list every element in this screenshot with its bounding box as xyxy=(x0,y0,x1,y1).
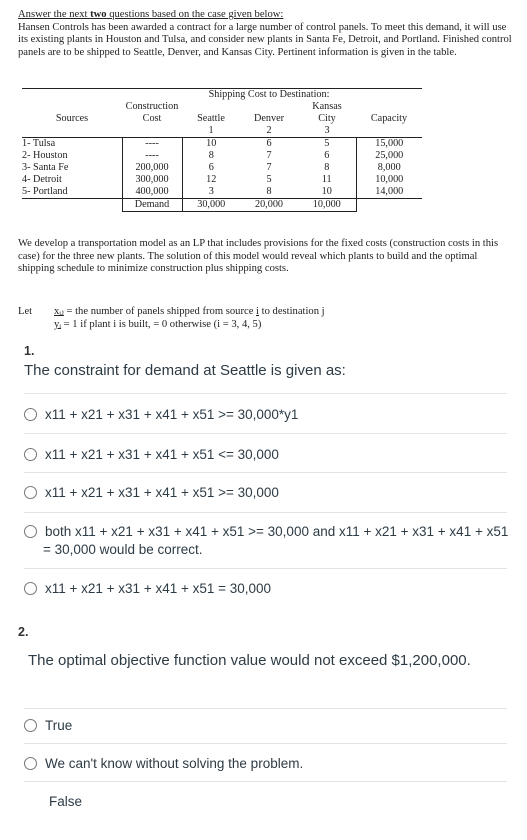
denver-cell: 8 xyxy=(240,186,298,199)
radio-button[interactable] xyxy=(24,525,37,538)
seattle-header: Seattle xyxy=(197,113,225,124)
question-2-number: 2. xyxy=(18,625,29,639)
shipping-cost-header: Shipping Cost to Destination: xyxy=(182,89,356,102)
divider xyxy=(24,393,507,394)
capacity-cell: 10,000 xyxy=(356,174,422,186)
table-row xyxy=(22,150,422,162)
capacity-header: Capacity xyxy=(370,113,408,124)
let-label: Let xyxy=(18,306,33,317)
kansas-cell: 6 xyxy=(324,150,330,161)
capacity-cell: 25,000 xyxy=(356,150,422,162)
kansas-cell: 11 xyxy=(321,174,332,185)
capacity-cell: 8,000 xyxy=(356,162,422,174)
divider xyxy=(24,743,507,744)
kansas-header-1: Kansas xyxy=(312,101,342,112)
radio-button[interactable] xyxy=(24,408,37,421)
seattle-cell: 12 xyxy=(206,174,217,185)
q1-option-1[interactable] xyxy=(24,406,298,424)
seattle-cell: 10 xyxy=(206,138,217,149)
demand-denver: 20,000 xyxy=(240,199,298,212)
case-description: Hansen Controls has been awarded a contract for a large number of control panels. To meet this demand, it will use its existing plants in Houston and Tulsa, and consider new plants in Santa Fe, Detroit, and Portland. Finished control panels are to be shipped to Seattle, Denver, and Kansas City. Pertinent information is given in the table. xyxy=(18,21,512,58)
denver-cell: 5 xyxy=(266,174,272,185)
source-cell: 2- Houston xyxy=(22,150,122,162)
denver-cell: 7 xyxy=(266,162,272,173)
demand-label: Demand xyxy=(122,199,182,212)
sources-header: Sources xyxy=(55,113,89,124)
y-definition-text: = 1 if plant i is built, = 0 otherwise (i = 3, 4, 5) xyxy=(61,318,262,330)
cost-cell: ---- xyxy=(122,150,182,162)
q1-option-5[interactable] xyxy=(24,580,271,598)
divider xyxy=(24,512,507,513)
construction-header-2: Cost xyxy=(142,113,162,124)
x-variable: xᵢⱼ xyxy=(54,306,64,317)
divider xyxy=(24,781,507,782)
q1-option-5-label: x11 + x21 + x31 + x41 + x51 = 30,000 xyxy=(45,581,272,596)
instruction-prefix: Answer the next xyxy=(18,9,91,20)
cost-cell: ---- xyxy=(122,138,182,151)
denver-header: Denver xyxy=(254,113,284,124)
cost-cell: 300,000 xyxy=(122,174,182,186)
x-definition-index: i xyxy=(256,306,259,317)
denver-cell: 6 xyxy=(266,138,272,149)
source-cell: 4- Detroit xyxy=(22,174,122,186)
table-row xyxy=(22,174,422,186)
question-1-number: 1. xyxy=(24,344,35,358)
instruction-bold: two xyxy=(90,9,107,20)
table-row xyxy=(22,162,422,174)
q1-option-4-label: both x11 + x21 + x31 + x41 + x51 >= 30,000 and x11 + x21 + x31 + x41 + x51 = 30,000 would be correct. xyxy=(43,524,509,557)
q1-option-4[interactable] xyxy=(24,523,513,559)
q1-option-2-label: x11 + x21 + x31 + x41 + x51 <= 30,000 xyxy=(45,447,279,462)
case-instruction xyxy=(18,9,513,22)
divider xyxy=(24,472,507,473)
case-intro xyxy=(18,9,513,59)
cost-cell: 400,000 xyxy=(122,186,182,199)
model-description: We develop a transportation model as an LP that includes provisions for the fixed costs (construction costs in this case) for the three new plants. The solution of this model would reveal which plants to build and the optimal shipping schedule to minimize construction plus shipping costs. xyxy=(18,238,499,275)
x-definition-text: = the number of panels shipped from source xyxy=(63,306,257,317)
radio-button[interactable] xyxy=(24,486,37,499)
q2-option-false-label: False xyxy=(49,794,83,809)
x-definition-tail: to destination j xyxy=(259,306,325,317)
divider xyxy=(24,708,507,709)
capacity-cell: 14,000 xyxy=(356,186,422,199)
denver-cell: 7 xyxy=(266,150,272,161)
q1-option-3-label: x11 + x21 + x31 + x41 + x51 >= 30,000 xyxy=(45,485,279,500)
question-2-text: The optimal objective function value would not exceed $1,200,000. xyxy=(28,652,471,669)
cost-table xyxy=(22,88,422,212)
capacity-cell: 15,000 xyxy=(356,138,422,151)
q2-option-true-label: True xyxy=(45,718,73,733)
construction-header-1: Construction xyxy=(125,101,179,112)
instruction-suffix: questions based on the case given below: xyxy=(106,9,284,20)
q1-option-2[interactable] xyxy=(24,446,279,464)
seattle-cell: 6 xyxy=(208,162,214,173)
divider xyxy=(24,568,507,569)
kansas-cell: 10 xyxy=(298,186,356,199)
dest-number: 2 xyxy=(240,125,298,138)
q1-option-1-label: x11 + x21 + x31 + x41 + x51 >= 30,000*y1 xyxy=(45,407,299,422)
y-variable: yᵢ xyxy=(54,318,62,330)
seattle-cell: 8 xyxy=(208,150,214,161)
table-row xyxy=(22,186,422,199)
radio-button[interactable] xyxy=(24,719,37,732)
kansas-header-2: City xyxy=(318,113,336,124)
divider xyxy=(24,433,507,434)
variable-definitions xyxy=(18,306,325,330)
q1-option-3[interactable] xyxy=(24,484,279,502)
source-cell: 1- Tulsa xyxy=(22,138,122,151)
y-definition xyxy=(54,319,325,332)
radio-button[interactable] xyxy=(24,582,37,595)
seattle-cell: 3 xyxy=(182,186,240,199)
radio-button[interactable] xyxy=(24,448,37,461)
q2-option-false[interactable] xyxy=(49,793,82,811)
source-cell: 3- Santa Fe xyxy=(22,162,122,174)
source-cell: 5- Portland xyxy=(22,186,122,199)
cost-cell: 200,000 xyxy=(122,162,182,174)
dest-number: 3 xyxy=(298,125,356,138)
x-definition xyxy=(54,306,325,319)
demand-kansas: 10,000 xyxy=(298,199,356,212)
kansas-cell: 5 xyxy=(324,138,330,149)
question-1-text: The constraint for demand at Seattle is given as: xyxy=(24,362,346,379)
q2-option-true[interactable] xyxy=(24,717,72,735)
dest-number: 1 xyxy=(182,125,240,138)
q2-option-unknown-label: We can't know without solving the problem. xyxy=(45,756,304,771)
demand-row xyxy=(22,199,422,212)
kansas-cell: 8 xyxy=(324,162,330,173)
radio-button[interactable] xyxy=(24,757,37,770)
q2-option-unknown[interactable] xyxy=(24,755,303,773)
demand-seattle: 30,000 xyxy=(182,199,240,212)
table-row xyxy=(22,138,422,151)
